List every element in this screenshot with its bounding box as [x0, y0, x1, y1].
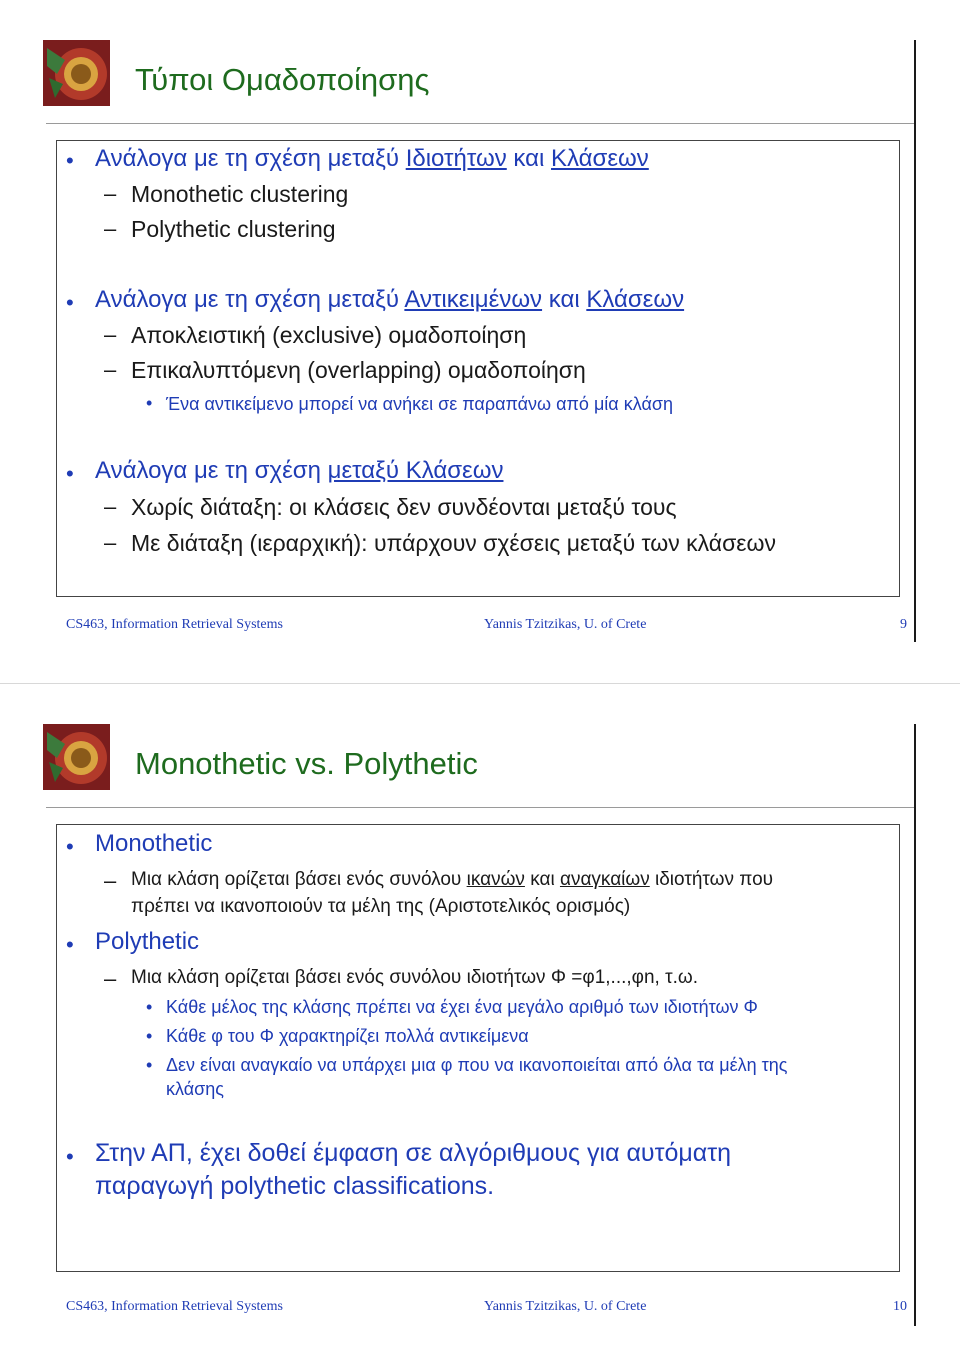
- slide-10: [0, 684, 960, 1367]
- bullet-polythetic: Polythetic: [95, 928, 200, 955]
- text: Ανάλογα με τη σχέση μεταξύ: [95, 145, 406, 172]
- footer-course: CS463, Information Retrieval Systems: [66, 1299, 283, 1314]
- university-logo-icon: [43, 40, 110, 106]
- sub-bullet: Polythetic clustering: [131, 216, 336, 242]
- bullet-1: [95, 145, 649, 173]
- bullet-icon: •: [66, 834, 74, 859]
- underlined-text: Κλάσεων: [586, 286, 685, 313]
- text: Ανάλογα με τη σχέση μεταξύ: [95, 286, 405, 313]
- dash-icon: –: [104, 181, 117, 206]
- footer-author: Yannis Tzitzikas, U. of Crete: [484, 1299, 647, 1314]
- bullet-3-line-2: παραγωγή polythetic classifications.: [95, 1172, 495, 1200]
- dash-icon: –: [104, 357, 117, 382]
- dash-icon: –: [104, 966, 117, 991]
- text: και: [524, 869, 560, 890]
- text: ιδιοτήτων που: [649, 869, 774, 890]
- title-divider: [46, 123, 914, 124]
- sub-bullet: Μια κλάση ορίζεται βάσει ενός συνόλου ιδιοτήτων Φ =φ1,...,φn, τ.ω.: [131, 967, 698, 988]
- small-bullet-icon: •: [146, 997, 153, 1017]
- underlined-text: Κλάσεων: [551, 145, 649, 172]
- dash-icon: –: [104, 530, 117, 555]
- underlined-text: Ιδιοτήτων: [405, 145, 507, 172]
- text: Ανάλογα με τη σχέση: [95, 457, 328, 484]
- page-number: 9: [900, 617, 907, 632]
- content-frame: [56, 824, 900, 1272]
- sub-bullet: Monothetic clustering: [131, 181, 349, 207]
- dash-icon: –: [104, 868, 117, 893]
- text: Μια κλάση ορίζεται βάσει ενός συνόλου: [131, 869, 467, 890]
- sub-sub-bullet-continuation: κλάσης: [166, 1079, 224, 1099]
- bullet-icon: •: [66, 290, 74, 315]
- footer-course: CS463, Information Retrieval Systems: [66, 617, 283, 632]
- slide-border-right: [914, 724, 916, 1326]
- sub-bullet: [131, 869, 773, 891]
- sub-sub-bullet: Κάθε μέλος της κλάσης πρέπει να έχει ένα μεγάλο αριθμό των ιδιοτήτων Φ: [166, 997, 758, 1017]
- bullet-icon: •: [66, 461, 74, 486]
- sub-bullet: Αποκλειστική (exclusive) ομαδοποίηση: [131, 322, 527, 348]
- bullet-3-line-1: Στην ΑΠ, έχει δοθεί έμφαση σε αλγόριθμους για αυτόματη: [95, 1139, 732, 1167]
- sub-sub-bullet: Κάθε φ του Φ χαρακτηρίζει πολλά αντικείμενα: [166, 1026, 529, 1046]
- bullet-2: [95, 286, 684, 314]
- text: και: [542, 286, 587, 313]
- dash-icon: –: [104, 322, 117, 347]
- university-logo-icon: [43, 724, 110, 790]
- slide-9: [0, 0, 960, 683]
- sub-bullet-continuation: πρέπει να ικανοποιούν τα μέλη της (Αριστοτελικός ορισμός): [131, 896, 631, 917]
- bullet-monothetic: Monothetic: [95, 830, 213, 857]
- page-number: 10: [893, 1299, 907, 1314]
- slide-border-right: [914, 40, 916, 642]
- title-divider: [46, 807, 914, 808]
- dash-icon: –: [104, 494, 117, 519]
- small-bullet-icon: •: [146, 393, 153, 413]
- bullet-icon: •: [66, 932, 74, 957]
- footer-author: Yannis Tzitzikas, U. of Crete: [484, 617, 647, 632]
- small-bullet-icon: •: [146, 1026, 153, 1046]
- underlined-text: αναγκαίων: [559, 869, 650, 890]
- slide-title: Τύποι Ομαδοποίησης: [135, 62, 430, 97]
- sub-bullet: Επικαλυπτόμενη (overlapping) ομαδοποίηση: [131, 357, 586, 383]
- sub-bullet: Με διάταξη (ιεραρχική): υπάρχουν σχέσεις μεταξύ των κλάσεων: [131, 530, 777, 556]
- underlined-text: ικανών: [466, 869, 525, 890]
- small-bullet-icon: •: [146, 1055, 153, 1075]
- sub-sub-bullet: Ένα αντικείμενο μπορεί να ανήκει σε παραπάνω από μία κλάση: [166, 394, 673, 414]
- underlined-text: Αντικειμένων: [404, 286, 543, 313]
- underlined-text: μεταξύ Κλάσεων: [327, 457, 504, 484]
- sub-bullet: Χωρίς διάταξη: οι κλάσεις δεν συνδέονται μεταξύ τους: [131, 494, 677, 520]
- text: και: [506, 145, 552, 172]
- bullet-icon: •: [66, 1144, 74, 1169]
- dash-icon: –: [104, 216, 117, 241]
- sub-sub-bullet: Δεν είναι αναγκαίο να υπάρχει μια φ που να ικανοποιείται από όλα τα μέλη της: [166, 1055, 788, 1075]
- bullet-3: [95, 457, 503, 485]
- bullet-icon: •: [66, 148, 74, 173]
- slide-title: Monothetic vs. Polythetic: [135, 746, 478, 781]
